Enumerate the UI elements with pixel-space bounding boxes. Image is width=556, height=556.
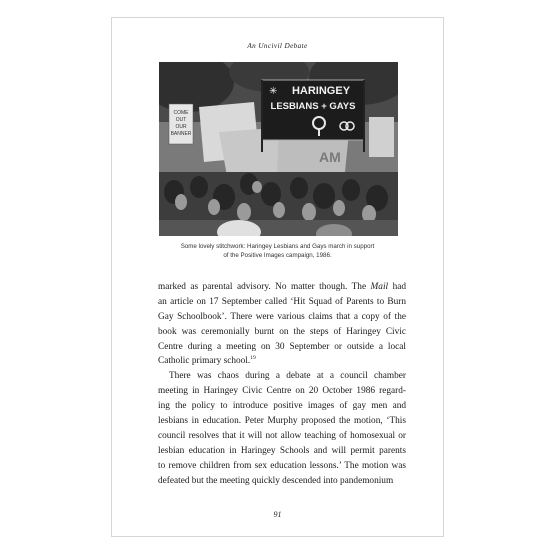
text-line: an article on 17 September called ‘Hit Squad of Parents to Burn bbox=[158, 296, 406, 307]
caption-line: of the Positive Images campaign, 1986. bbox=[223, 252, 332, 259]
text-line: meeting in Haringey Civic Centre on 20 October 1986 regard- bbox=[158, 386, 406, 397]
running-head: An Uncivil Debate bbox=[247, 42, 308, 50]
footnote-marker: 19 bbox=[250, 355, 256, 362]
book-page bbox=[111, 17, 444, 537]
text-line: council resolves that it will not allow teaching of homosexual or bbox=[158, 430, 406, 441]
text-line: There was chaos during a debate at a council chamber bbox=[169, 371, 406, 382]
placard-word: COME bbox=[173, 110, 189, 116]
banner-fragment: AM bbox=[319, 149, 341, 165]
text-line: to remove children from sex education lessons.’ The motion was bbox=[158, 460, 406, 471]
text-line: book was ceremonially burnt on the steps of Haringey Civic bbox=[158, 326, 406, 337]
text-line: Catholic primary school.$^{19}$ bbox=[158, 355, 256, 367]
banner-top-text: HARINGEY bbox=[291, 85, 351, 97]
photo-caption bbox=[152, 242, 403, 260]
text-line: lesbians in education. Peter Murphy proposed the motion, ‘This bbox=[158, 416, 406, 427]
svg-text:✳: ✳ bbox=[269, 86, 278, 97]
protest-march-photo bbox=[159, 62, 398, 236]
text-line: defeated but the meeting quickly descended into pandemonium bbox=[158, 475, 394, 486]
body-text bbox=[158, 280, 406, 488]
caption-line: Some lovely stitchwork: Haringey Lesbians and Gays march in support bbox=[180, 243, 375, 250]
text-line: lesbian education in Haringey Schools and will permit parents bbox=[158, 445, 406, 456]
page-number: 91 bbox=[273, 510, 282, 519]
emphasis: Mail bbox=[370, 282, 389, 292]
text-line: Gay Schoolbook’. There were various claims that a copy of the bbox=[158, 311, 406, 322]
text-line: marked as parental advisory. No matter though. The Mail had bbox=[158, 282, 406, 292]
placard-word: OUT bbox=[175, 117, 187, 123]
placard-word: OUR bbox=[175, 124, 187, 130]
placard-word: BANNER bbox=[170, 131, 192, 137]
text-line: ing the policy to introduce positive images of gay men and bbox=[158, 401, 406, 412]
banner-bottom-text: LESBIANS + GAYS bbox=[270, 101, 356, 112]
text-line: Centre during a meeting on 30 September or outside a local bbox=[158, 341, 406, 352]
